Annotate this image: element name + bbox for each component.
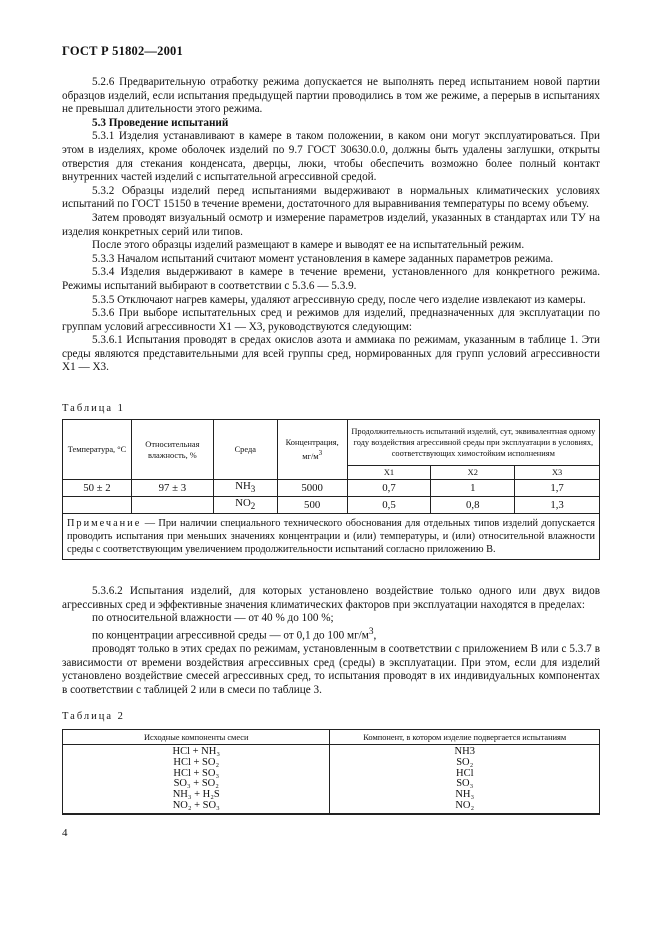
page-number: 4 [62,827,68,839]
paragraph: по концентрации агрессивной среды — от 0,1 до 100 $мг/м^3$, [92,626,377,642]
list-item: NH₃ [455,789,475,801]
list-item: SO₃ [456,778,474,790]
x3-cell: 1,3 [515,497,600,514]
paragraph: 5.3.1 Изделия устанавливают в камере в таком положении, в каком они могут эксплуатироваться. При этом в изделиях, кроме оболочек изделий по 9.7 ГОСТ 30630.0.0, должны быть удалены заглушки, открыты отверстия для стекания конденсата, дверцы, люки, чтобы обеспечить возможно более полный контакт внутренних частей изделий с испытательной агрессивной средой. [62,130,600,184]
list-item: NH3 [454,746,475,757]
test-component-column [330,745,600,814]
x2-cell: 1 [431,480,515,497]
table2-header-row [63,730,600,745]
section-heading: 5.3 Проведение испытаний [92,116,229,129]
table2-caption: Таблица 2 [62,711,125,722]
paragraph: 5.3.5 Отключают нагрев камеры, удаляют агрессивную среду, после чего изделие извлекают из камеры. [92,293,586,306]
list-item: HCl + SO₂ [173,756,220,768]
header-test-component: Компонент, в котором изделие подвергается испытаниям [330,730,600,745]
humidity-value-empty [131,497,213,514]
table2-body-row [63,745,600,814]
list-item: SO₂ [456,756,474,768]
list-item: HCl + SO₃ [173,767,220,779]
list-item: SO₃ + SO₂ [173,778,219,790]
paragraph: 5.3.2 Образцы изделий перед испытаниями выдерживают в нормальных климатических условиях испытаний по ГОСТ 15150 в течение времени, достаточного для выравнивания температуры по всему объему. [62,184,600,211]
list-item: NH₃ + H₂S [172,789,220,801]
list-item: NO₂ + SO₃ [172,799,220,811]
document-header: ГОСТ Р 51802—2001 [62,44,183,58]
x1-cell: 0,7 [347,480,431,497]
source-components-column [63,745,330,814]
concentration-cell: 5000 [277,480,347,497]
x2-cell: 0,8 [431,497,515,514]
paragraph: проводят только в этих средах по режимам, установленным в соответствии с приложением В или с 5.3.7 в зависимости от времени воздействия агрессивных сред (среды) в эксплуатации. При этом, если для изделий установлено воздействие смесей агрессивных сред, то испытания проводят в их индивидуальных компонентах в соответствии с таблицей 2 или в смеси по таблице 3. [62,643,600,696]
list-item: HCl + NH₃ [172,746,220,757]
paragraph: по относительной влажности — от 40 % до 100 %; [92,612,334,625]
paragraph: 5.3.4 Изделия выдерживают в камере в течение времени, установленного для конкретного режима. Режимы испытаний выбирают в соответствии с 5.3.6 — 5.3.9. [62,266,600,292]
table-2 [62,729,600,815]
concentration-cell: 500 [277,497,347,514]
table-note: Примечание — При наличии специального технического обоснования для отдельных типов изделий допускается проводить испытания при меньших значениях концентрации и (или) температуры, и (или) относительной влажности среды с соответствующим увеличением продолжительности испытаний согласно приложению В. [63,514,600,560]
table-note-row [63,514,600,560]
header-duration: Продолжительность испытаний изделий, сут, эквивалентная одному году воздействия агрессивной среды при эксплуатации в условиях, соответствующих химостойким исполнениям [347,420,599,466]
text-block-top [62,76,600,375]
header-concentration: Концентрация, $мг/м^3$ [277,420,347,480]
table-row [63,497,600,514]
x3-cell: 1,7 [515,480,600,497]
list-item: NO₂ [455,799,475,811]
list-item: HCl [455,767,474,779]
header-humidity: Относительная влажность, % [131,420,213,480]
table1-caption: Таблица 1 [62,403,125,414]
table-1 [62,419,600,560]
header-temperature: Температура, °С [63,420,132,480]
temperature-value: 50 ± 2 [63,480,132,497]
humidity-value: 97 ± 3 [131,480,213,497]
paragraph: 5.3.3 Началом испытаний считают момент установления в камере заданных параметров режима. [92,252,554,265]
header-x1: Х1 [347,466,431,480]
header-source-components: Исходные компоненты смеси [63,730,330,745]
header-x2: Х2 [431,466,515,480]
paragraph: После этого образцы изделий размещают в камере и выводят ее на испытательный режим. [92,239,525,252]
temperature-value-empty [63,497,132,514]
paragraph: 5.3.6 При выборе испытательных сред и режимов для изделий, предназначенных для эксплуатации по группам условий агрессивности Х1 — Х3, руководствуются следующим: [62,307,600,333]
header-medium: Среда [213,420,277,480]
paragraph: 5.2.6 Предварительную отработку режима допускается не выполнять перед испытанием новой партии образцов изделий, если испытания предыдущей партии проводились в том же режиме, а перерыв в испытаниях не превышал длительности этого режима. [62,76,600,116]
header-x3: Х3 [515,466,600,480]
table-row [63,480,600,497]
x1-cell: 0,5 [347,497,431,514]
medium-cell: $NH_3$ [213,480,277,497]
text-block-middle [62,585,600,697]
medium-cell: $NO_2$ [213,497,277,514]
paragraph: 5.3.6.1 Испытания проводят в средах окислов азота и аммиака по режимам, указанным в таблице 1. Эти среды являются представительными для всей группы сред, нормированных для групп условий агрессивности Х1 — Х3. [62,334,600,374]
paragraph: 5.3.6.2 Испытания изделий, для которых установлено воздействие только одного или двух видов агрессивных сред и эффективные значения климатических факторов при эксплуатации находятся в пределах: [62,585,600,611]
paragraph: Затем проводят визуальный осмотр и измерение параметров изделий, указанных в стандартах или ТУ на изделия конкретных серий или типов. [62,211,600,238]
